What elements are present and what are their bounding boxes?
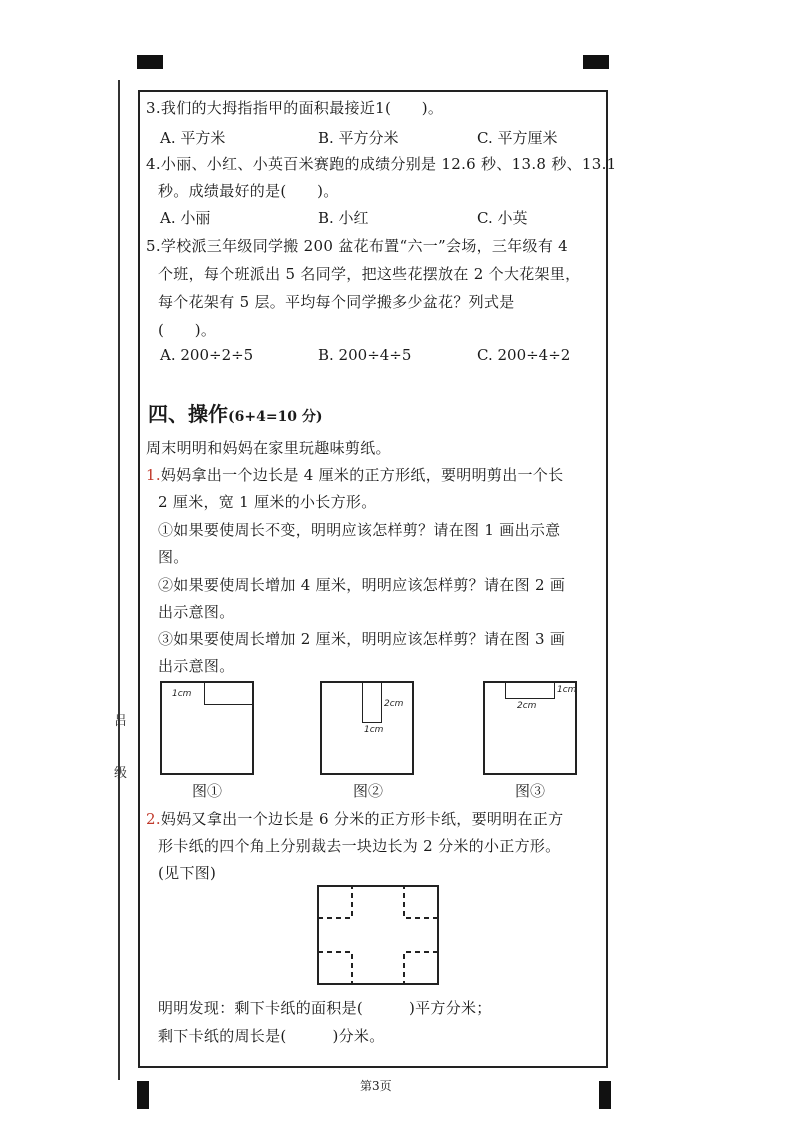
registration-mark-top-left — [137, 55, 163, 69]
problem-2-number: 2. — [146, 810, 161, 828]
q4-option-a: A. 小丽 — [160, 209, 211, 227]
problem-1-line2: 2 厘米，宽 1 厘米的小长方形。 — [158, 493, 377, 511]
card-cutout-diagram — [316, 884, 440, 986]
figure-2-label-2: 1cm — [364, 725, 384, 735]
q5-text-line3: 每个花架有 5 层。平均每个同学搬多少盆花？列式是 — [158, 293, 515, 311]
q3-option-c: C. 平方厘米 — [477, 129, 558, 147]
problem-2-finding-1: 明明发现：剩下卡纸的面积是( )平方分米； — [158, 999, 492, 1017]
corner-cut-bottom-left — [318, 952, 352, 984]
page-number: 第3页 — [360, 1079, 392, 1093]
figure-3-label-1: 1cm — [557, 685, 577, 695]
problem-1-number: 1. — [146, 466, 161, 484]
q4-text-line1: 4.小丽、小红、小英百米赛跑的成绩分别是 12.6 秒、13.8 秒、13.1 — [146, 155, 617, 173]
figure-2-caption: 图② — [353, 782, 384, 800]
q5-option-c: C. 200÷4÷2 — [477, 346, 571, 364]
problem-1-line1 — [146, 464, 563, 485]
registration-mark-top-right — [583, 55, 609, 69]
problem-1-sub1-line1: ①如果要使周长不变，明明应该怎样剪？请在图 1 画出示意 — [158, 521, 561, 539]
problem-1-text: 妈妈拿出一个边长是 4 厘米的正方形纸，要明明剪出一个长 — [160, 466, 564, 484]
problem-2-line2: 形卡纸的四个角上分别裁去一块边长为 2 分米的小正方形。 — [158, 837, 561, 855]
figure-2-cut-rectangle — [362, 681, 382, 723]
figure-3-square — [483, 681, 577, 775]
problem-2-text: 妈妈又拿出一个边长是 6 分米的正方形卡纸，要明明在正方 — [160, 810, 564, 828]
figure-1-caption: 图① — [192, 782, 223, 800]
q3-option-a: A. 平方米 — [160, 129, 226, 147]
figure-2-square — [320, 681, 414, 775]
figure-1-cut-rectangle — [204, 681, 254, 705]
q4-text-line2: 秒。成绩最好的是( )。 — [158, 182, 339, 200]
section-4-score: (6+4=10 分) — [228, 409, 323, 425]
figure-3-label-2: 2cm — [517, 701, 537, 711]
figure-3-cut-rectangle — [505, 681, 555, 699]
binding-line — [118, 80, 120, 1080]
figure-1-square — [160, 681, 254, 775]
q3-option-b: B. 平方分米 — [318, 129, 399, 147]
figure-2-label-1: 2cm — [384, 699, 404, 709]
problem-2-finding-2: 剩下卡纸的周长是( )分米。 — [158, 1027, 385, 1045]
q5-option-a: A. 200÷2÷5 — [160, 346, 254, 364]
problem-1-sub2-line1: ②如果要使周长增加 4 厘米，明明应该怎样剪？请在图 2 画 — [158, 576, 566, 594]
q4-option-b: B. 小红 — [318, 209, 369, 227]
problem-1-sub2-line2: 出示意图。 — [158, 603, 235, 621]
problem-2-line3: (见下图) — [158, 864, 217, 882]
corner-cut-top-right — [404, 886, 438, 918]
q4-option-c: C. 小英 — [477, 209, 528, 227]
section-4-intro: 周末明明和妈妈在家里玩趣味剪纸。 — [146, 439, 391, 457]
q5-option-b: B. 200÷4÷5 — [318, 346, 412, 364]
problem-1-sub3-line2: 出示意图。 — [158, 657, 235, 675]
side-char-1: 吕 — [114, 714, 128, 729]
problem-1-sub1-line2: 图。 — [158, 548, 189, 566]
registration-mark-bottom-right — [599, 1081, 611, 1109]
q5-text-line2: 个班，每个班派出 5 名同学，把这些花摆放在 2 个大花架里， — [158, 265, 581, 283]
card-outline — [318, 886, 438, 984]
q5-text-line1: 5.学校派三年级同学搬 200 盆花布置“六一”会场，三年级有 4 — [146, 237, 569, 255]
figure-1-label-1: 1cm — [172, 689, 192, 699]
q3-text: 3.我们的大拇指指甲的面积最接近1( )。 — [146, 99, 444, 117]
corner-cut-bottom-right — [404, 952, 438, 984]
q5-text-line4: ( )。 — [158, 321, 217, 339]
section-4-heading: 四、操作 — [148, 402, 228, 426]
problem-2-line1 — [146, 808, 563, 829]
figure-3-caption: 图③ — [515, 782, 546, 800]
section-4-title — [148, 398, 323, 427]
side-char-2: 级 — [114, 766, 128, 781]
problem-1-sub3-line1: ③如果要使周长增加 2 厘米，明明应该怎样剪？请在图 3 画 — [158, 630, 566, 648]
registration-mark-bottom-left — [137, 1081, 149, 1109]
corner-cut-top-left — [318, 886, 352, 918]
